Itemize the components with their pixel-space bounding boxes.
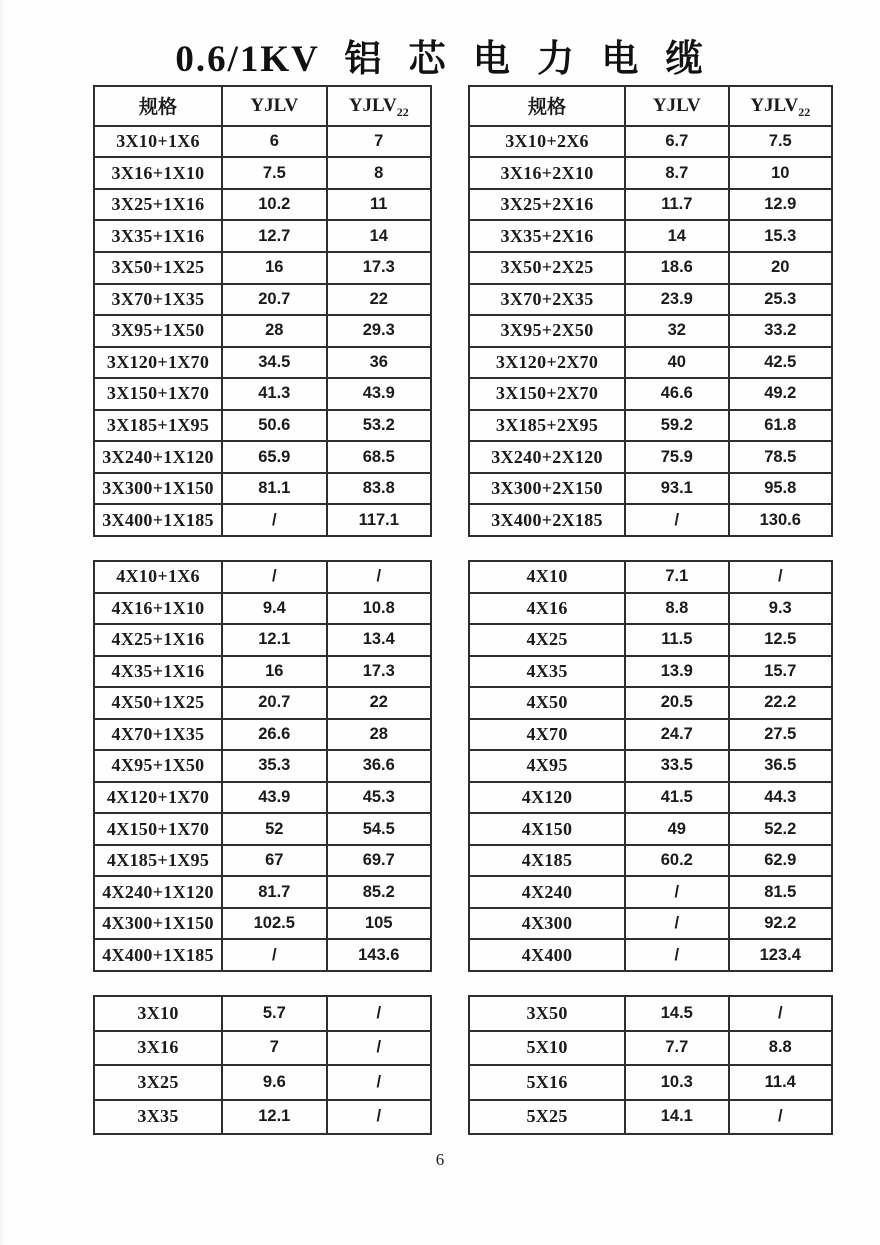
- price-cell: 11.7: [625, 189, 728, 221]
- spec-cell: 3X300+1X150: [94, 473, 222, 505]
- spec-cell: 3X240+1X120: [94, 441, 222, 473]
- price-cell: 46.6: [625, 378, 728, 410]
- table-row: [469, 284, 832, 316]
- price-cell: /: [327, 1065, 431, 1100]
- table-row: [469, 996, 832, 1031]
- price-cell: 14.5: [625, 996, 728, 1031]
- table-row: [94, 315, 431, 347]
- spec-cell: 4X16: [469, 593, 625, 625]
- spec-cell: 3X10: [94, 996, 222, 1031]
- price-cell: 29.3: [327, 315, 431, 347]
- spec-cell: 5X16: [469, 1065, 625, 1100]
- price-cell: 67: [222, 845, 326, 877]
- table-row: [469, 845, 832, 877]
- spec-cell: 4X150+1X70: [94, 813, 222, 845]
- table-row: [469, 719, 832, 751]
- table-header-row: [94, 86, 431, 126]
- spec-cell: 3X35+1X16: [94, 220, 222, 252]
- price-cell: 81.7: [222, 876, 326, 908]
- table-row: [94, 813, 431, 845]
- table-row: [94, 561, 431, 593]
- spec-cell: 4X120+1X70: [94, 782, 222, 814]
- price-cell: 93.1: [625, 473, 728, 505]
- table-4x-plus-1x-core: [93, 560, 432, 972]
- left-table-column: [93, 85, 432, 1135]
- price-cell: 65.9: [222, 441, 326, 473]
- table-row: [469, 1031, 832, 1066]
- price-cell: 10.2: [222, 189, 326, 221]
- table-row: [94, 378, 431, 410]
- price-cell: 36.5: [729, 750, 832, 782]
- spec-cell: 4X50: [469, 687, 625, 719]
- table-row: [469, 624, 832, 656]
- spec-cell: 4X95: [469, 750, 625, 782]
- spec-cell: 3X16+2X10: [469, 157, 625, 189]
- price-cell: 130.6: [729, 504, 832, 536]
- spec-cell: 3X10+2X6: [469, 126, 625, 158]
- price-cell: 41.5: [625, 782, 728, 814]
- price-cell: 7: [327, 126, 431, 158]
- table-row: [469, 378, 832, 410]
- price-cell: /: [327, 561, 431, 593]
- table-row: [94, 410, 431, 442]
- price-cell: 24.7: [625, 719, 728, 751]
- price-cell: 26.6: [222, 719, 326, 751]
- price-cell: 15.3: [729, 220, 832, 252]
- price-cell: 16: [222, 252, 326, 284]
- spec-cell: 3X35+2X16: [469, 220, 625, 252]
- price-cell: 28: [222, 315, 326, 347]
- table-row: [94, 126, 431, 158]
- yjlv22-subscript: 22: [798, 104, 811, 119]
- table-row: [94, 996, 431, 1031]
- price-cell: 18.6: [625, 252, 728, 284]
- price-cell: 44.3: [729, 782, 832, 814]
- price-cell: 17.3: [327, 656, 431, 688]
- table-row: [94, 1100, 431, 1135]
- price-cell: /: [327, 1100, 431, 1135]
- spec-cell: 4X70+1X35: [94, 719, 222, 751]
- spec-cell: 4X50+1X25: [94, 687, 222, 719]
- spec-cell: 4X25+1X16: [94, 624, 222, 656]
- price-cell: 9.3: [729, 593, 832, 625]
- price-cell: /: [625, 876, 728, 908]
- price-cell: 95.8: [729, 473, 832, 505]
- price-cell: 34.5: [222, 347, 326, 379]
- table-row: [469, 1065, 832, 1100]
- table-row: [469, 252, 832, 284]
- price-cell: 14: [625, 220, 728, 252]
- right-table-column: [468, 85, 833, 1135]
- price-cell: 123.4: [729, 939, 832, 971]
- price-cell: 8.7: [625, 157, 728, 189]
- price-cell: 92.2: [729, 908, 832, 940]
- spec-cell: 3X240+2X120: [469, 441, 625, 473]
- price-cell: 14: [327, 220, 431, 252]
- spec-cell: 4X240: [469, 876, 625, 908]
- price-cell: 8: [327, 157, 431, 189]
- spec-cell: 4X240+1X120: [94, 876, 222, 908]
- price-cell: 12.5: [729, 624, 832, 656]
- price-cell: 11: [327, 189, 431, 221]
- table-row: [94, 593, 431, 625]
- price-cell: 10.8: [327, 593, 431, 625]
- table-row: [469, 593, 832, 625]
- spec-cell: 3X35: [94, 1100, 222, 1135]
- price-cell: 13.9: [625, 656, 728, 688]
- price-cell: 33.5: [625, 750, 728, 782]
- spec-cell: 4X10: [469, 561, 625, 593]
- table-row: [469, 813, 832, 845]
- price-cell: 6.7: [625, 126, 728, 158]
- price-cell: 53.2: [327, 410, 431, 442]
- spec-cell: 3X120+1X70: [94, 347, 222, 379]
- table-row: [94, 347, 431, 379]
- spec-column-header: 规格: [469, 86, 625, 126]
- price-cell: /: [729, 996, 832, 1031]
- price-cell: 20.5: [625, 687, 728, 719]
- price-cell: 102.5: [222, 908, 326, 940]
- price-cell: 45.3: [327, 782, 431, 814]
- table-row: [469, 939, 832, 971]
- price-cell: 11.4: [729, 1065, 832, 1100]
- price-cell: 52: [222, 813, 326, 845]
- price-cell: 50.6: [222, 410, 326, 442]
- spec-cell: 4X400+1X185: [94, 939, 222, 971]
- price-cell: 61.8: [729, 410, 832, 442]
- yjlv22-column-header: $YJLV_{22}$: [327, 86, 431, 126]
- price-cell: 10.3: [625, 1065, 728, 1100]
- table-row: [469, 750, 832, 782]
- price-cell: 42.5: [729, 347, 832, 379]
- table-4x-core: [468, 560, 833, 972]
- price-cell: 15.7: [729, 656, 832, 688]
- price-cell: 52.2: [729, 813, 832, 845]
- table-row: [469, 504, 832, 536]
- price-cell: 81.5: [729, 876, 832, 908]
- table-row: [469, 189, 832, 221]
- spec-cell: 4X35: [469, 656, 625, 688]
- price-cell: 83.8: [327, 473, 431, 505]
- spec-cell: 3X25+2X16: [469, 189, 625, 221]
- table-row: [469, 347, 832, 379]
- spec-cell: 4X10+1X6: [94, 561, 222, 593]
- price-cell: 14.1: [625, 1100, 728, 1135]
- price-cell: 54.5: [327, 813, 431, 845]
- price-cell: 17.3: [327, 252, 431, 284]
- table-row: [94, 1031, 431, 1066]
- spec-cell: 4X16+1X10: [94, 593, 222, 625]
- price-cell: /: [625, 939, 728, 971]
- price-cell: 9.6: [222, 1065, 326, 1100]
- spec-cell: 3X50+1X25: [94, 252, 222, 284]
- spec-cell: 3X95+1X50: [94, 315, 222, 347]
- spec-cell: 4X95+1X50: [94, 750, 222, 782]
- price-cell: 8.8: [625, 593, 728, 625]
- table-row: [94, 687, 431, 719]
- table-row: [94, 782, 431, 814]
- spec-cell: 3X25: [94, 1065, 222, 1100]
- price-cell: 7.1: [625, 561, 728, 593]
- price-cell: 8.8: [729, 1031, 832, 1066]
- spec-cell: 4X35+1X16: [94, 656, 222, 688]
- price-cell: 22.2: [729, 687, 832, 719]
- spec-cell: 3X150+2X70: [469, 378, 625, 410]
- table-row: [94, 504, 431, 536]
- price-cell: /: [222, 504, 326, 536]
- price-cell: 28: [327, 719, 431, 751]
- price-cell: 49: [625, 813, 728, 845]
- price-cell: 20.7: [222, 687, 326, 719]
- price-cell: 7.7: [625, 1031, 728, 1066]
- table-row: [94, 284, 431, 316]
- spec-cell: 3X50+2X25: [469, 252, 625, 284]
- price-cell: 35.3: [222, 750, 326, 782]
- table-row: [469, 220, 832, 252]
- price-cell: 12.1: [222, 1100, 326, 1135]
- spec-cell: 3X150+1X70: [94, 378, 222, 410]
- spec-cell: 3X400+1X185: [94, 504, 222, 536]
- page-title: 0.6/1KV 铝 芯 电 力 电 缆: [175, 39, 705, 80]
- spec-cell: 4X70: [469, 719, 625, 751]
- price-cell: 20: [729, 252, 832, 284]
- table-row: [469, 908, 832, 940]
- price-cell: 11.5: [625, 624, 728, 656]
- table-row: [94, 189, 431, 221]
- price-cell: /: [625, 504, 728, 536]
- price-cell: 13.4: [327, 624, 431, 656]
- spec-cell: 3X10+1X6: [94, 126, 222, 158]
- price-cell: 20.7: [222, 284, 326, 316]
- price-cell: 40: [625, 347, 728, 379]
- price-cell: 36: [327, 347, 431, 379]
- price-cell: 78.5: [729, 441, 832, 473]
- price-cell: 22: [327, 687, 431, 719]
- price-cell: 6: [222, 126, 326, 158]
- price-cell: 7.5: [729, 126, 832, 158]
- table-row: [469, 157, 832, 189]
- price-cell: 32: [625, 315, 728, 347]
- price-cell: 49.2: [729, 378, 832, 410]
- spec-cell: 3X25+1X16: [94, 189, 222, 221]
- price-cell: 33.2: [729, 315, 832, 347]
- spec-cell: 4X300+1X150: [94, 908, 222, 940]
- price-cell: /: [625, 908, 728, 940]
- table-row: [469, 410, 832, 442]
- table-row: [94, 252, 431, 284]
- spec-cell: 4X120: [469, 782, 625, 814]
- spec-cell: 3X16+1X10: [94, 157, 222, 189]
- table-row: [94, 220, 431, 252]
- price-cell: 27.5: [729, 719, 832, 751]
- price-cell: 59.2: [625, 410, 728, 442]
- table-row: [469, 1100, 832, 1135]
- table-row: [94, 845, 431, 877]
- table-3x-core-small: [93, 995, 432, 1135]
- table-row: [469, 473, 832, 505]
- price-cell: 117.1: [327, 504, 431, 536]
- price-cell: 43.9: [327, 378, 431, 410]
- table-row: [94, 656, 431, 688]
- table-row: [94, 441, 431, 473]
- price-cell: 143.6: [327, 939, 431, 971]
- table-row: [469, 656, 832, 688]
- spec-cell: 3X95+2X50: [469, 315, 625, 347]
- price-cell: 81.1: [222, 473, 326, 505]
- spec-cell: 3X185+1X95: [94, 410, 222, 442]
- price-cell: 10: [729, 157, 832, 189]
- table-row: [94, 157, 431, 189]
- table-3x50-5x-core: [468, 995, 833, 1135]
- price-cell: /: [222, 939, 326, 971]
- price-cell: /: [222, 561, 326, 593]
- table-row: [469, 782, 832, 814]
- price-cell: 16: [222, 656, 326, 688]
- spec-cell: 5X25: [469, 1100, 625, 1135]
- price-cell: /: [729, 561, 832, 593]
- table-row: [94, 624, 431, 656]
- spec-cell: 3X400+2X185: [469, 504, 625, 536]
- spec-cell: 3X300+2X150: [469, 473, 625, 505]
- table-row: [94, 939, 431, 971]
- table-row: [469, 315, 832, 347]
- price-cell: 5.7: [222, 996, 326, 1031]
- spec-cell: 3X185+2X95: [469, 410, 625, 442]
- price-cell: 68.5: [327, 441, 431, 473]
- table-row: [469, 876, 832, 908]
- price-cell: /: [327, 1031, 431, 1066]
- price-cell: 12.9: [729, 189, 832, 221]
- price-cell: 105: [327, 908, 431, 940]
- price-cell: 60.2: [625, 845, 728, 877]
- price-cell: 62.9: [729, 845, 832, 877]
- spec-cell: 3X50: [469, 996, 625, 1031]
- table-row: [469, 561, 832, 593]
- price-cell: 41.3: [222, 378, 326, 410]
- price-cell: 36.6: [327, 750, 431, 782]
- table-row: [469, 441, 832, 473]
- price-cell: /: [327, 996, 431, 1031]
- yjlv-column-header: YJLV: [222, 86, 326, 126]
- table-3x-plus-1x-core: [93, 85, 432, 537]
- page-number: 6: [435, 1150, 445, 1169]
- yjlv22-subscript: 22: [396, 104, 409, 119]
- table-row: [94, 908, 431, 940]
- price-cell: 75.9: [625, 441, 728, 473]
- price-cell: 12.7: [222, 220, 326, 252]
- price-cell: 12.1: [222, 624, 326, 656]
- price-cell: 25.3: [729, 284, 832, 316]
- spec-cell: 3X70+1X35: [94, 284, 222, 316]
- spec-cell: 4X25: [469, 624, 625, 656]
- table-row: [469, 687, 832, 719]
- price-cell: 22: [327, 284, 431, 316]
- spec-column-header: 规格: [94, 86, 222, 126]
- price-cell: 23.9: [625, 284, 728, 316]
- yjlv-column-header: YJLV: [625, 86, 728, 126]
- table-row: [94, 719, 431, 751]
- price-cell: 85.2: [327, 876, 431, 908]
- table-row: [94, 876, 431, 908]
- price-cell: 7.5: [222, 157, 326, 189]
- spec-cell: 4X300: [469, 908, 625, 940]
- spec-cell: 4X150: [469, 813, 625, 845]
- price-cell: 9.4: [222, 593, 326, 625]
- table-row: [469, 126, 832, 158]
- yjlv22-column-header: $YJLV_{22}$: [729, 86, 832, 126]
- spec-cell: 4X400: [469, 939, 625, 971]
- spec-cell: 5X10: [469, 1031, 625, 1066]
- table-row: [94, 750, 431, 782]
- spec-cell: 3X16: [94, 1031, 222, 1066]
- table-3x-plus-2x-core: [468, 85, 833, 537]
- spec-cell: 3X120+2X70: [469, 347, 625, 379]
- spec-cell: 4X185+1X95: [94, 845, 222, 877]
- spec-cell: 3X70+2X35: [469, 284, 625, 316]
- spec-cell: 4X185: [469, 845, 625, 877]
- table-row: [94, 473, 431, 505]
- price-cell: /: [729, 1100, 832, 1135]
- price-cell: 7: [222, 1031, 326, 1066]
- table-header-row: [469, 86, 832, 126]
- table-row: [94, 1065, 431, 1100]
- price-cell: 69.7: [327, 845, 431, 877]
- price-cell: 43.9: [222, 782, 326, 814]
